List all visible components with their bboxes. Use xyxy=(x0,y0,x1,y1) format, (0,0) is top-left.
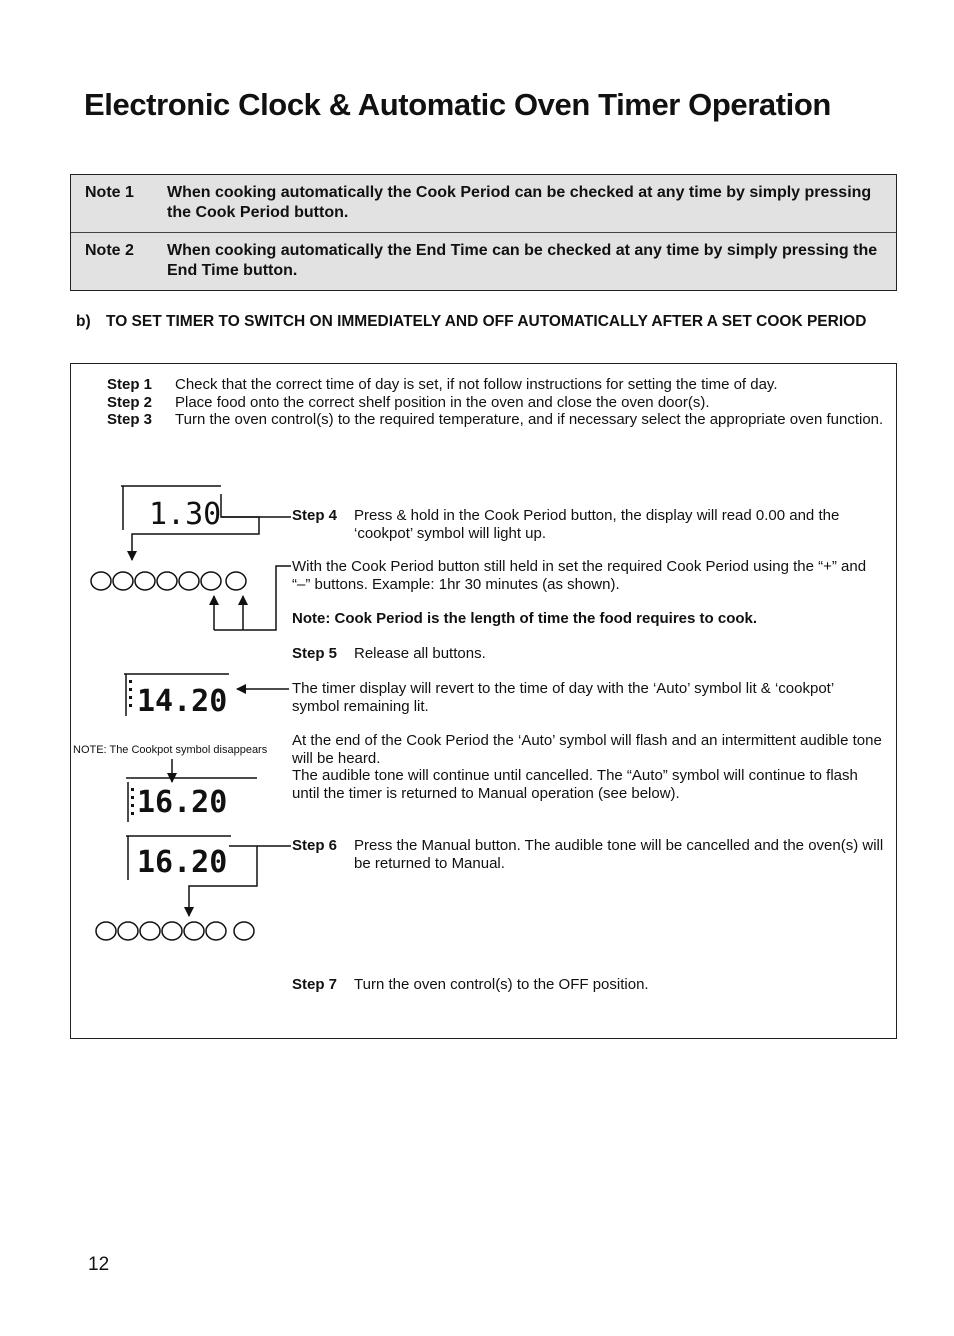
step-1-label: Step 1 xyxy=(107,376,153,393)
display-4-frame xyxy=(126,836,231,880)
display-1-frame xyxy=(121,486,221,530)
button-row-2 xyxy=(96,922,254,940)
cook-period-instruction: With the Cook Period button still held in set the required Cook Period using the “+” and “–” buttons. Example: 1hr 30 minutes (as shown). xyxy=(292,558,867,593)
cook-period-note: Note: Cook Period is the length of time the food requires to cook. xyxy=(292,610,758,627)
tone-text: The audible tone will continue until cancelled. The “Auto” symbol will continue to flash until the timer is returned to Manual operation (see below). xyxy=(292,767,858,802)
step-2 xyxy=(107,394,887,412)
end-of-period-text: At the end of the Cook Period the ‘Auto’ symbol will flash and an intermittent audible tone will be heard. xyxy=(292,732,882,767)
note-1-label: Note 1 xyxy=(85,184,134,201)
arrow-to-buttons-1 xyxy=(132,517,259,560)
instructions-box xyxy=(70,363,897,1039)
display-2-frame xyxy=(124,674,229,716)
step-7-text: Turn the oven control(s) to the OFF position. xyxy=(354,976,649,993)
step-7-label: Step 7 xyxy=(292,976,338,993)
connector-step4 xyxy=(221,494,291,517)
step-5-text: Release all buttons. xyxy=(354,645,486,662)
step-6-text: Press the Manual button. The audible tone will be cancelled and the oven(s) will be returned to Manual. xyxy=(354,837,884,872)
step-3-label: Step 3 xyxy=(107,411,153,428)
step-1-text: Check that the correct time of day is set, if not follow instructions for setting the time of day. xyxy=(175,376,778,393)
step-3-text: Turn the oven control(s) to the required temperature, and if necessary select the appropriate oven function. xyxy=(175,411,884,428)
steps-list xyxy=(107,376,887,429)
note-1 xyxy=(71,175,896,232)
step-5 xyxy=(292,645,884,663)
display-4-text: 16.20 xyxy=(137,845,228,880)
note-2-label: Note 2 xyxy=(85,242,134,259)
step-5-label: Step 5 xyxy=(292,645,338,662)
section-letter: b) xyxy=(76,313,91,330)
note-2-text: When cooking automatically the End Time can be checked at any time by simply pressing the End Time button. xyxy=(167,242,878,279)
button-row-1 xyxy=(91,572,246,590)
display-3-frame xyxy=(126,778,257,822)
cookpot-note: NOTE: The Cookpot symbol disappears xyxy=(73,744,268,756)
step-6-label: Step 6 xyxy=(292,837,338,854)
display-1-text: 1.30 xyxy=(149,497,222,532)
page-title: Electronic Clock & Automatic Oven Timer Operation xyxy=(84,87,831,122)
section-title: TO SET TIMER TO SWITCH ON IMMEDIATELY AND OFF AUTOMATICALLY AFTER A SET COOK PERIOD xyxy=(106,313,867,330)
notes-panel xyxy=(70,174,897,291)
note-2 xyxy=(71,232,896,290)
step-2-text: Place food onto the correct shelf position in the oven and close the oven door(s). xyxy=(175,393,710,411)
step-2-label: Step 2 xyxy=(107,393,153,411)
section-heading xyxy=(76,313,916,330)
step-3 xyxy=(107,411,887,429)
note-1-text: When cooking automatically the Cook Period can be checked at any time by simply pressing the Cook Period button. xyxy=(167,184,872,221)
revert-text: The timer display will revert to the time of day with the ‘Auto’ symbol lit & ‘cookpot’ symbol remaining lit. xyxy=(292,680,834,715)
page-number: 12 xyxy=(88,1254,110,1275)
step-1 xyxy=(107,376,887,394)
step-6 xyxy=(292,837,884,872)
display-3-text: 16.20 xyxy=(137,785,228,820)
step-4 xyxy=(292,507,884,542)
step-4-label: Step 4 xyxy=(292,507,338,524)
connector-plus-minus xyxy=(214,566,291,630)
step-7 xyxy=(292,976,884,994)
step-4-text: Press & hold in the Cook Period button, the display will read 0.00 and the ‘cookpot’ symbol will light up. xyxy=(354,507,840,542)
display-2-text: 14.20 xyxy=(137,684,228,719)
arrow-to-buttons-2 xyxy=(189,846,257,916)
